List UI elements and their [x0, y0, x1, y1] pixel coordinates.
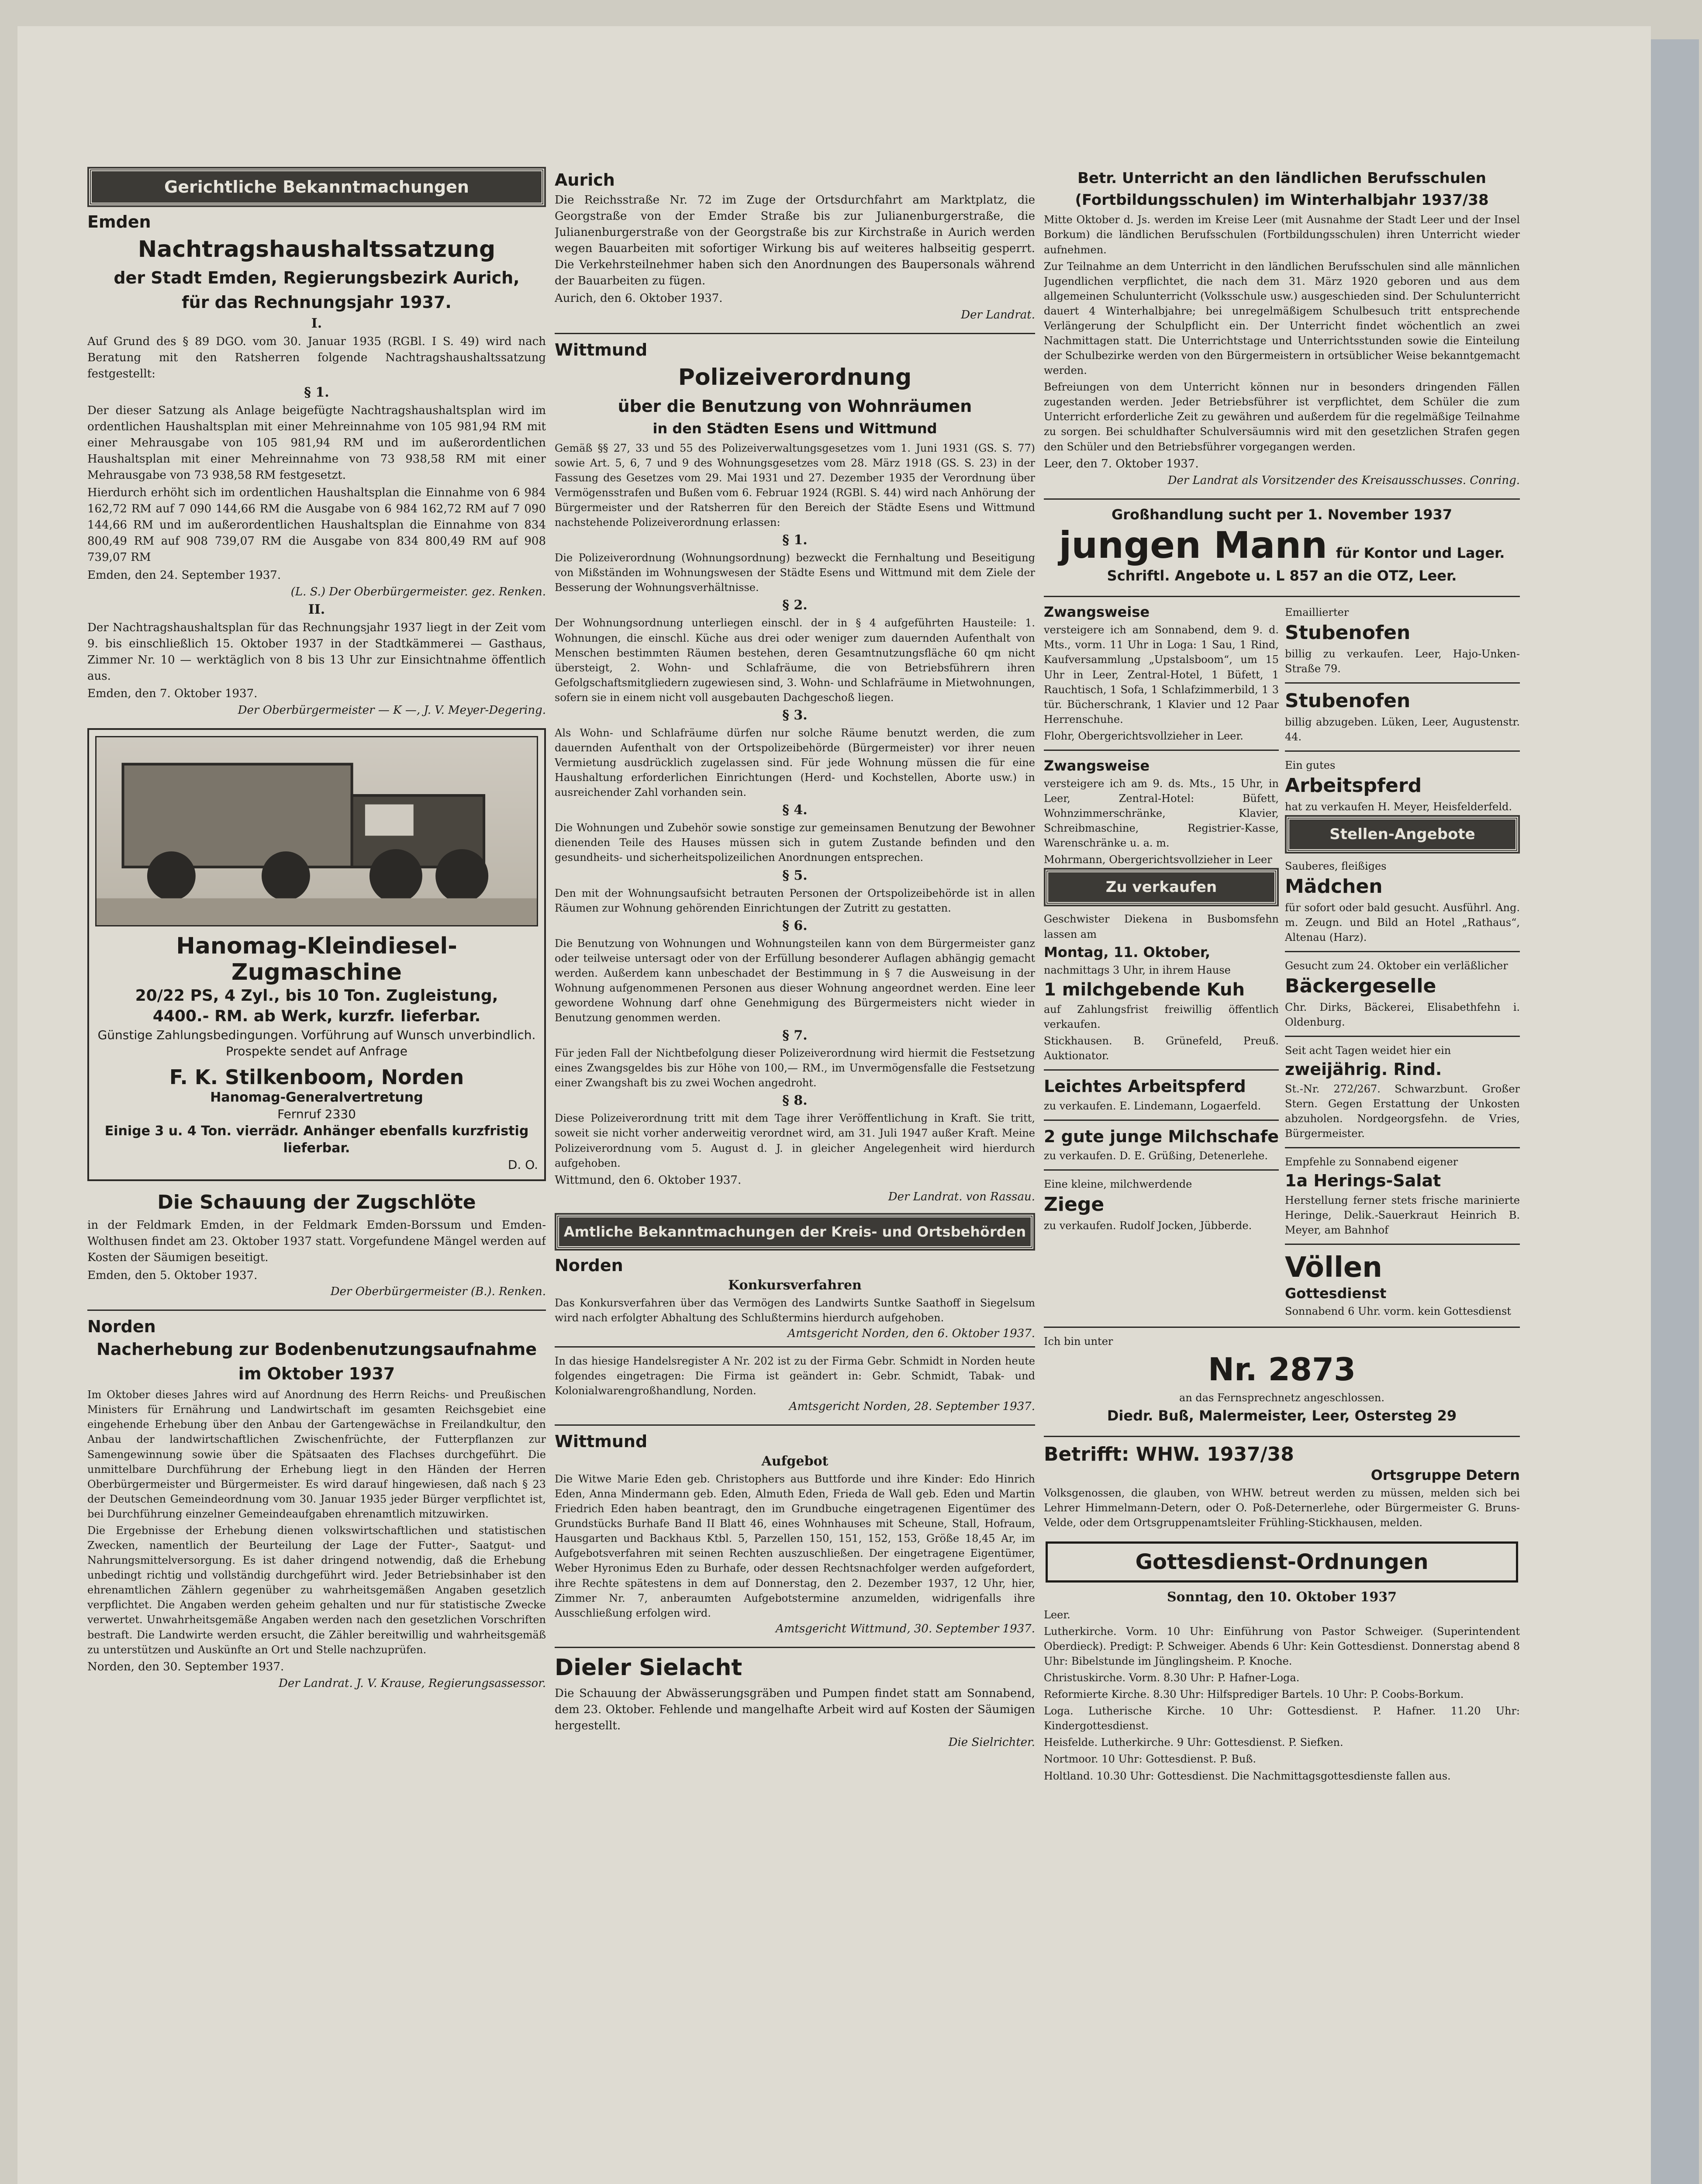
- notice-title: Die Schauung der Zugschlöte: [157, 1191, 476, 1213]
- ad-text: auf Zahlungsfrist freiwillig öffentlich verkaufen.: [1044, 1003, 1279, 1030]
- ad-headline: Nr. 2873: [1208, 1351, 1356, 1388]
- ad-text: Seit acht Tagen weidet hier ein: [1285, 1044, 1451, 1057]
- paragraph-number: § 8.: [782, 1093, 808, 1109]
- body-text: Gemäß §§ 27, 33 und 55 des Polizeiverwaltungsgesetzes vom 1. Juni 1931 (GS. S. 77) sowie Art. 5, 6, 7 und 9 des Wohnungsgesetzes vom 28. März 1918 (GS. S. 23) in der Fassung des Gesetzes vom 29. Mai 1931 und 27. Dezember 1935 der Verordnung über Vermögensstrafen und Bußen vom 6. Februar 1924 (RGBl. S. 44) wird nach Anhörung der Bürgermeister und der Ratsherren für den Bereich der Städte Esens und Wittmund nachstehende Polizeiverordnung erlassen:: [555, 442, 1035, 529]
- tractor-drawing: [97, 737, 537, 925]
- body-text: Volksgenossen, die glauben, von WHW. betreut werden zu müssen, melden sich bei Lehrer Himmelmann-Detern, oder O. Poß-Deternerlehe, oder Bürgermeister G. Bruns-Velde, oder dem Ortsgruppenamtsleiter Frühling-Stickhausen, melden.: [1044, 1486, 1520, 1529]
- date-line: Leer, den 7. Oktober 1937.: [1044, 457, 1199, 470]
- section-header-court: Gerichtliche Bekanntmachungen: [89, 169, 544, 205]
- notice-title: Polizeiverordnung: [678, 364, 912, 391]
- notice-title: Nachtragshaushaltssatzung: [138, 236, 496, 263]
- whw-notice: [1044, 1443, 1520, 1530]
- divider: [1044, 1169, 1279, 1171]
- ad-text: Geschwister Diekena in Busbomsfehn lassen am: [1044, 913, 1279, 940]
- ad-title: Hanomag-Kleindiesel-Zugmaschine: [176, 933, 457, 986]
- divider: [1285, 750, 1520, 752]
- body-text: Die Polizeiverordnung (Wohnungsordnung) bezweckt die Fernhaltung und Beseitigung von Mißständen im Wohnungswesen der Städte Esens und Wittmund mit dem Ziele der Besserung der Wohnungsverhältnisse.: [555, 552, 1035, 594]
- date-line: Norden, den 30. September 1937.: [87, 1660, 284, 1673]
- section-header-official: Amtliche Bekanntmachungen der Kreis- und Ortsbehörden: [556, 1215, 1033, 1249]
- paragraph-number: § 1.: [304, 384, 329, 400]
- ad-heading: Zwangsweise: [1044, 604, 1150, 621]
- place-heading: Norden: [555, 1255, 623, 1275]
- ad-text: nachmittags 3 Uhr, in ihrem Hause: [1044, 964, 1231, 976]
- ad-text: Herstellung ferner stets frische marinierte Heringe, Delik.-Sauerkraut Heinrich B. Meyer, am Bahnhof: [1285, 1194, 1520, 1237]
- section-header-sale: Zu verkaufen: [1046, 870, 1277, 905]
- body-text: Hierdurch erhöht sich im ordentlichen Haushaltsplan die Einnahme von 6 984 162,72 RM auf 7 090 144,66 RM die Ausgabe von 6 984 162,72 RM auf 7 090 144,66 RM und im außerordentlichen Haushaltsplan die Einnahme von 834 800,49 RM auf 908 739,07 RM die Ausgabe von 834 800,49 RM auf 908 739,07 RM: [87, 486, 546, 564]
- ad-headline: zweijährig. Rind.: [1285, 1060, 1442, 1079]
- paragraph-number: § 6.: [782, 918, 808, 933]
- ad-headline: 1a Herings-Salat: [1285, 1171, 1441, 1191]
- ad-signature: Flohr, Obergerichtsvollzieher in Leer.: [1044, 729, 1243, 742]
- section-header-jobs: Stellen-Angebote: [1287, 817, 1518, 852]
- notice-title: Nacherhebung zur Bodenbenutzungsaufnahme: [97, 1340, 537, 1359]
- notice-subtitle: für das Rechnungsjahr 1937.: [182, 292, 452, 312]
- wittmund-aufgebot: [555, 1432, 1035, 1635]
- divider: [1044, 1327, 1520, 1328]
- ad-text: für sofort oder bald gesucht. Ausführl. Ang. m. Zeugn. und Bild an Hotel „Rathaus“, Altenau (Harz).: [1285, 902, 1520, 944]
- date-line: Emden, den 7. Oktober 1937.: [87, 687, 258, 701]
- body-text: Für jeden Fall der Nichtbefolgung dieser Polizeiverordnung wird hiermit die Festsetzung eines Zwangsgeldes bis zur Höhe von 100,— RM., im Unvermögensfalle die Festsetzung einer Zwangshaft bis zu zwei Wochen angedroht.: [555, 1047, 1035, 1089]
- body-text: In das hiesige Handelsregister A Nr. 202 ist zu der Firma Gebr. Schmidt in Norden heute folgendes eingetragen: Die Firma ist geändert in: Gebr. Schmidt, Tabak- und Kolonialwarengroßhandlung, Norden.: [555, 1355, 1035, 1397]
- divider: [1044, 498, 1520, 500]
- roman-numeral: I.: [311, 316, 322, 332]
- divider: [555, 333, 1035, 334]
- body-text: Auf Grund des § 89 DGO. vom 30. Januar 1935 (RGBl. I S. 49) wird nach Beratung mit den Ratsherren folgende Nachtragshaushaltssatzung festgestellt:: [87, 335, 546, 380]
- job-ad: [1044, 506, 1520, 585]
- notice-title: im Oktober 1937: [238, 1364, 395, 1383]
- notice-heading: Aufgebot: [761, 1453, 829, 1469]
- ad-text: Ein gutes: [1285, 759, 1336, 772]
- ad-headline: Völlen: [1285, 1251, 1382, 1284]
- norden-survey-notice: [87, 1317, 546, 1690]
- divider: [1044, 596, 1520, 597]
- service-entry: Reformierte Kirche. 8.30 Uhr: Hilfsprediger Bartels. 10 Uhr: P. Coobs-Borkum.: [1044, 1688, 1464, 1701]
- signature: Der Landrat. von Rassau.: [888, 1190, 1035, 1203]
- ad-text: Chr. Dirks, Bäckerei, Elisabethfehn i. Oldenburg.: [1285, 1001, 1520, 1029]
- classified-right: [1285, 603, 1520, 1320]
- divider: [87, 1310, 546, 1311]
- divider: [1285, 951, 1520, 952]
- divider: [1044, 1120, 1279, 1121]
- divider: [555, 1647, 1035, 1648]
- norden-court-notices: [555, 1256, 1035, 1413]
- body-text: Zur Teilnahme an dem Unterricht in den ländlichen Berufsschulen sind alle männlichen Jugendlichen verpflichtet, die nach dem 31. März 1920 geboren und aus dem allgemeinen Schulunterricht (Volksschule usw.) ausgeschieden sind. Der Schulunterricht dauert 4 Winterhalbjahre; bei unregelmäßigem Schulbesuch tritt entsprechende Verlängerung der Schulpflicht ein. Der Unterricht findet wöchentlich an zwei Nachmittagen statt. Die Unterrichtstage und Unterrichtsstunden sowie die Einteilung der Schulbezirke werden von den Bürgermeistern in ortsüblicher Weise bekanntgemacht werden.: [1044, 260, 1520, 377]
- body-text: Der dieser Satzung als Anlage beigefügte Nachtragshaushaltsplan wird im ordentlichen Haushaltsplan mit einer Mehreinnahme von 105 981,94 RM mit einer Mehrausgabe von 105 981,94 RM und im außerordentlichen Haushaltsplan mit einer Mehreinnahme von 73 938,58 RM mit einer Mehrausgabe von 73 938,58 RM festgesetzt.: [87, 404, 546, 482]
- date-line: Emden, den 5. Oktober 1937.: [87, 1268, 258, 1282]
- place-heading: Aurich: [555, 170, 615, 190]
- ad-headline: Ziege: [1044, 1193, 1105, 1216]
- divider: [1044, 750, 1279, 751]
- service-entry: Lutherkirche. Vorm. 10 Uhr: Einführung von Pastor Schweiger. (Superintendent Oberdieck). Predigt: P. Schweiger. Abends 6 Uhr: Kein Gottesdienst. Donnerstag abend 8 Uhr: Bibelstunde im Jünglingsheim. P. Knoche.: [1044, 1625, 1520, 1667]
- notice-title: Dieler Sielacht: [555, 1654, 742, 1681]
- signature: Der Oberbürgermeister (B.). Renken.: [330, 1285, 546, 1299]
- ad-text: billig abzugeben. Lüken, Leer, Augustenstr. 44.: [1285, 716, 1520, 743]
- body-text: Den mit der Wohnungsaufsicht betrauten Personen der Ortspolizeibehörde ist in allen Räumen zur Wohnung gehörenden Einrichtungen der Zutritt zu gestatten.: [555, 887, 1035, 914]
- body-text: in der Feldmark Emden, in der Feldmark Emden-Borssum und Emden-Wolthusen findet am 23. Oktober 1937 statt. Vorgefundene Mängel werden auf Kosten der Säumigen beseitigt.: [87, 1218, 546, 1264]
- ad-line: Schriftl. Angebote u. L 857 an die OTZ, Leer.: [1107, 567, 1457, 584]
- paragraph-number: § 5.: [782, 867, 808, 883]
- ad-text: zu verkaufen. E. Lindemann, Logaerfeld.: [1044, 1099, 1261, 1112]
- ad-text: Empfehle zu Sonnabend eigener: [1285, 1156, 1458, 1168]
- ad-heading: Gottesdienst: [1285, 1285, 1387, 1302]
- ad-text: zu verkaufen. Rudolf Jocken, Jübberde.: [1044, 1220, 1252, 1232]
- ad-text: Gesucht zum 24. Oktober ein verläßlicher: [1285, 960, 1508, 972]
- body-text: Die Wohnungen und Zubehör sowie sonstige zur gemeinsamen Benutzung der Bewohner dienenden Teile des Hauses müssen sich in gutem Zustande befinden und den gesundheits- und sicherheitspolizeilichen Anordnungen entsprechen.: [555, 822, 1035, 864]
- place-heading: Emden: [87, 212, 151, 232]
- divider: [1044, 1069, 1279, 1071]
- services-date: Sonntag, den 10. Oktober 1937: [1167, 1589, 1397, 1605]
- notice-subtitle: in den Städten Esens und Wittmund: [652, 420, 937, 437]
- body-text: Die Ergebnisse der Erhebung dienen volkswirtschaftlichen und statistischen Zwecken, namentlich der Beurteilung der Lage der Futter-, Saatgut- und Nahrungsmittelversorgung. Es ist daher dringend notwendig, daß die Erhebung unbedingt richtig und vollständig durchgeführt wird. Jeder Betriebsinhaber ist den ehrenamtlichen Zählern gegenüber zu wahrheitsgemäßen Angaben gesetzlich verpflichtet. Die Angaben werden geheim gehalten und nur für statistische Zwecke verwertet. Unwahrheitsgemäße Angaben werden nach den gesetzlichen Vorschriften bestraft. Die Landwirte werden ersucht, die Zähler bereitwillig und wahrheitsgemäß zu unterstützen und Auskünfte an Ort und Stelle nachzuprüfen.: [87, 1524, 546, 1656]
- ad-text: zu verkaufen. D. E. Grüßing, Detenerlehe.: [1044, 1150, 1268, 1162]
- body-text: Mitte Oktober d. Js. werden im Kreise Leer (mit Ausnahme der Stadt Leer und der Insel Borkum) die ländlichen Berufsschulen (Fortbildungsschulen) ihren Unterricht wieder aufnehmen.: [1044, 214, 1520, 256]
- ad-headline: jungen Mann: [1059, 523, 1327, 567]
- emden-budget-notice: [87, 212, 546, 717]
- job-ad-row: [1044, 523, 1520, 567]
- body-text: Der Nachtragshaushaltsplan für das Rechnungsjahr 1937 liegt in der Zeit vom 9. bis einschließlich 15. Oktober 1937 in der Stadtkämmerei — Gasthaus, Zimmer Nr. 10 — werktäglich von 8 bis 13 Uhr zur Einsichtnahme öffentlich aus.: [87, 621, 546, 683]
- divider: [555, 1346, 1035, 1348]
- church-services: [1044, 1541, 1520, 1783]
- tractor-illustration: [95, 736, 538, 926]
- ad-company: F. K. Stilkenboom, Norden: [169, 1065, 464, 1089]
- wittmund-police-ordinance: [555, 340, 1035, 1203]
- classified-ads: [1044, 603, 1520, 1320]
- ad-signature: Mohrmann, Obergerichtsvollzieher in Leer: [1044, 854, 1272, 866]
- ad-signature: Stickhausen. B. Grünefeld, Preuß. Auktionator.: [1044, 1034, 1279, 1062]
- ad-text: Ich bin unter: [1044, 1335, 1113, 1348]
- column-3: [1044, 166, 1520, 2184]
- aurich-notice: [555, 170, 1035, 321]
- place-heading: Wittmund: [555, 1431, 648, 1451]
- notice-subtitle: der Stadt Emden, Regierungsbezirk Aurich,: [114, 268, 520, 288]
- notice-title: (Fortbildungsschulen) im Winterhalbjahr 1937/38: [1075, 191, 1489, 209]
- ad-text: Günstige Zahlungsbedingungen. Vorführung auf Wunsch unverbindlich. Prospekte sendet auf Anfrage: [97, 1027, 536, 1059]
- ad-text: billig zu verkaufen. Leer, Hajo-Unken-Straße 79.: [1285, 648, 1520, 675]
- body-text: Der Wohnungsordnung unterliegen einschl. der in § 4 aufgeführten Hausteile: 1. Wohnungen, die einschl. Küche aus drei oder weniger zum dauernden Aufenthalt von Menschen bestimmten Räumen bestehen, deren Gesamtnutzungsfläche 60 qm nicht übersteigt, 2. Wohn- und Schlafräume, die von Betriebsführern ihren Gefolgschaftsmitgliedern zugewiesen sind, 3. Wohn- und Schlafräume in Mietwohnungen, sofern sie in einem nicht voll ausgebauten Dachgeschoß liegen.: [555, 617, 1035, 704]
- paragraph-number: § 1.: [782, 532, 808, 548]
- ad-headline: 1 milchgebende Kuh: [1044, 979, 1245, 1000]
- date-line: Wittmund, den 6. Oktober 1937.: [555, 1173, 742, 1187]
- signature: Der Landrat.: [961, 308, 1035, 322]
- page-edge: [1651, 39, 1699, 2184]
- ad-text: Sauberes, fleißiges: [1285, 860, 1387, 873]
- ad-headline: Bäckergeselle: [1285, 975, 1436, 998]
- section-header-services: Gottesdienst-Ordnungen: [1046, 1541, 1518, 1583]
- notice-heading: Konkursverfahren: [728, 1277, 862, 1293]
- ad-company: Diedr. Buß, Malermeister, Leer, Ostersteg 29: [1107, 1407, 1457, 1424]
- divider: [555, 1424, 1035, 1426]
- ad-headline: Mädchen: [1285, 875, 1383, 898]
- ad-headline: Stubenofen: [1285, 622, 1411, 644]
- place-heading: Norden: [87, 1317, 156, 1337]
- body-text: Die Schauung der Abwässerungsgräben und Pumpen findet statt am Sonnabend, dem 23. Oktober. Fehlende und mangelhafte Arbeit wird auf Kosten der Säumigen hergestellt.: [555, 1687, 1035, 1732]
- divider: [1285, 682, 1520, 684]
- service-entry: Nortmoor. 10 Uhr: Gottesdienst. P. Buß.: [1044, 1753, 1256, 1766]
- divider: [1285, 1036, 1520, 1037]
- ad-text: St.-Nr. 272/267. Schwarzbunt. Großer Stern. Gegen Erstattung der Unkosten abzuholen. Nordgeorgsfehn. de Vries, Bürgermeister.: [1285, 1083, 1520, 1140]
- paragraph-number: § 2.: [782, 598, 808, 613]
- column-2: [555, 166, 1035, 2184]
- sielacht-notice: [555, 1654, 1035, 1749]
- paragraph-number: § 4.: [782, 802, 808, 818]
- signature: Die Sielrichter.: [948, 1735, 1035, 1749]
- notice-title: Betr. Unterricht an den ländlichen Berufsschulen: [1077, 169, 1486, 187]
- body-text: Als Wohn- und Schlafräume dürfen nur solche Räume benutzt werden, die zum dauernden Aufenthalt von der Ortspolizeibehörde (Bürgermeister) vor ihrer neuen Vermietung ausdrücklich zugelassen sind. Für jede Wohnung müssen die für eine Haushaltung erforderlichen Einrichtungen (Herd- und Kochstellen, Aborte usw.) in ausreichender Zahl vorhanden sein.: [555, 726, 1035, 799]
- column-1: [87, 166, 546, 2184]
- ad-line: Einige 3 u. 4 Ton. vierrädr. Anhänger ebenfalls kurzfristig lieferbar.: [104, 1123, 529, 1156]
- paragraph-number: § 3.: [782, 707, 808, 723]
- ad-text: hat zu verkaufen H. Meyer, Heisfelderfeld.: [1285, 801, 1512, 813]
- signature: Amtsgericht Wittmund, 30. September 1937.: [776, 1622, 1035, 1635]
- body-text: Die Benutzung von Wohnungen und Wohnungsteilen kann von dem Bürgermeister ganz oder teilweise untersagt oder von der Erfüllung besonderer Auflagen abhängig gemacht werden. Außerdem kann unbeschadet der Bestimmung in § 7 die Ausweisung in der Wohnung aufgenommenen Personen aus dieser Wohnung angeordnet werden. Eine leer gewordene Wohnung darf ohne Genehmigung des Bürgermeisters nicht wieder in Benutzung genommen werden.: [555, 937, 1035, 1024]
- date-line: Emden, den 24. September 1937.: [87, 568, 281, 582]
- signature: Der Landrat. J. V. Krause, Regierungsassessor.: [278, 1676, 546, 1690]
- body-text: Die Reichsstraße Nr. 72 im Zuge der Ortsdurchfahrt am Marktplatz, die Georgstraße von der Emder Straße bis zur Julianenburgerstraße, die Julianenburgerstraße von der Georgstraße bis zur Kirchstraße in Aurich werden wegen Bauarbeiten mit sofortiger Wirkung bis auf weiteres halbseitig gesperrt. Die Verkehrsteilnehmer haben sich den Anordnungen des Baupersonals während der Bauarbeiten zu fügen.: [555, 194, 1035, 287]
- divider: [1285, 1147, 1520, 1148]
- classified-left: [1044, 603, 1279, 1320]
- school-notice: [1044, 169, 1520, 487]
- body-text: Befreiungen von dem Unterricht können nur in besonders dringenden Fällen zugestanden werden. Jeder Betriebsführer ist verpflichtet, dem Schüler die zum Unterricht erforderliche Zeit zu gewähren und außerdem für die regelmäßige Teilnahme zu sorgen. Bei schuldhafter Schulversäumnis wird mit den gesetzlichen Strafen gegen den Schüler und den Betriebsführer vorgegangen werden.: [1044, 381, 1520, 453]
- schau-notice: [87, 1190, 546, 1299]
- ad-headline: Stubenofen: [1285, 690, 1411, 712]
- ad-heading: Zwangsweise: [1044, 757, 1150, 774]
- notice-title: Betrifft: WHW. 1937/38: [1044, 1443, 1294, 1465]
- services-place: Leer.: [1044, 1608, 1070, 1621]
- ad-text: Eine kleine, milchwerdende: [1044, 1178, 1192, 1191]
- signature: (L. S.) Der Oberbürgermeister. gez. Renken.: [290, 585, 546, 598]
- roman-numeral: II.: [308, 601, 325, 617]
- ad-phone: Fernruf 2330: [277, 1107, 356, 1122]
- ad-code: D. O.: [507, 1157, 538, 1172]
- service-entry: Loga. Lutherische Kirche. 10 Uhr: Gottesdienst. P. Hafner. 11.20 Uhr: Kindergottesdienst.: [1044, 1705, 1520, 1732]
- signature: Der Oberbürgermeister — K —, J. V. Meyer-Degering.: [238, 704, 546, 717]
- ad-headline: Montag, 11. Oktober,: [1044, 943, 1211, 961]
- ad-subtitle: Hanomag-Generalvertretung: [210, 1090, 423, 1106]
- body-text: Diese Polizeiverordnung tritt mit dem Tage ihrer Veröffentlichung in Kraft. Sie tritt, soweit sie nicht vorher anderweitig verordnet wird, am 31. Juli 1947 außer Kraft. Meine Polizeiverordnung vom 5. August d. J. in gleicher Angelegenheit wird hierdurch aufgehoben.: [555, 1112, 1035, 1169]
- ad-text: Sonnabend 6 Uhr. vorm. kein Gottesdienst: [1285, 1305, 1511, 1318]
- notice-subtitle: über die Benutzung von Wohnräumen: [618, 396, 972, 416]
- ad-headline: Leichtes Arbeitspferd: [1044, 1076, 1246, 1096]
- ad-line: 20/22 PS, 4 Zyl., bis 10 Ton. Zugleistung,: [135, 986, 498, 1005]
- body-text: Die Witwe Marie Eden geb. Christophers aus Buttforde und ihre Kinder: Edo Hinrich Eden, Anna Mindermann geb. Eden, Almuth Eden, Frieda de Wall geb. Eden und Martin Friedrich Eden haben beantragt, den im Grundbuche eingetragenen Eigentümer des Grundstücks Burhafe Band II Blatt 46, eines Wohnhauses mit Scheune, Stall, Hofraum, Hausgarten und Backhaus Ktbl. 5, Parzellen 150, 151, 152, 153, Größe 18,45 Ar, im Aufgebotsverfahren mit seinen Rechten auszuschließen. Der eingetragene Eigentümer, Weber Hyronimus Eden zu Burhafe, oder dessen Rechtsnachfolger werden aufgefordert, ihre Rechte spätestens in dem auf Donnerstag, den 2. Dezember 1937, 12 Uhr, hier, Zimmer Nr. 7, anberaumten Aufgebotstermine anzumelden, widrigenfalls ihre Ausschließung erfolgen wird.: [555, 1472, 1035, 1619]
- ad-text: versteigere ich am Sonnabend, dem 9. d. Mts., vorm. 11 Uhr in Loga: 1 Sau, 1 Rind, Kaufversammlung „Upstalsboom“, um 15 Uhr in Leer, Zentral-Hotel, 1 Büfett, 1 Rauchtisch, 1 Sofa, 1 Schlafzimmerbild, 1 3 tür. Bücherschrank, 1 Klavier und 12 Paar Herrenschuhe.: [1044, 624, 1279, 726]
- hanomag-advertisement: [87, 728, 546, 1181]
- phone-ad: [1044, 1334, 1520, 1424]
- ad-headline: 2 gute junge Milchschafe: [1044, 1127, 1279, 1146]
- notice-subtitle: Ortsgruppe Detern: [1371, 1466, 1520, 1483]
- paragraph-number: § 7.: [782, 1028, 808, 1044]
- signature: Amtsgericht Norden, 28. September 1937.: [789, 1400, 1035, 1413]
- ad-line: 4400.- RM. ab Werk, kurzfr. lieferbar.: [152, 1007, 481, 1025]
- date-line: Aurich, den 6. Oktober 1937.: [555, 292, 723, 305]
- divider: [1044, 1436, 1520, 1437]
- ad-text: an das Fernsprechnetz angeschlossen.: [1179, 1391, 1384, 1404]
- divider: [1285, 1244, 1520, 1245]
- signature: Amtsgericht Norden, den 6. Oktober 1937.: [787, 1327, 1035, 1340]
- body-text: Das Konkursverfahren über das Vermögen des Landwirts Suntke Saathoff in Siegelsum wird nach erfolgter Abhaltung des Schlußtermins hierdurch aufgehoben.: [555, 1296, 1035, 1324]
- service-entry: Christuskirche. Vorm. 8.30 Uhr: P. Hafner-Loga.: [1044, 1672, 1300, 1684]
- signature: Der Landrat als Vorsitzender des Kreisausschusses. Conring.: [1167, 473, 1520, 487]
- ad-line: für Kontor und Lager.: [1336, 544, 1505, 561]
- service-entry: Heisfelde. Lutherkirche. 9 Uhr: Gottesdienst. P. Siefken.: [1044, 1736, 1343, 1749]
- ad-text: Emaillierter: [1285, 606, 1349, 619]
- place-heading: Wittmund: [555, 340, 648, 360]
- service-entry: Holtland. 10.30 Uhr: Gottesdienst. Die Nachmittagsgottesdienste fallen aus.: [1044, 1769, 1451, 1782]
- ad-headline: Arbeitspferd: [1285, 774, 1422, 797]
- body-text: Im Oktober dieses Jahres wird auf Anordnung des Herrn Reichs- und Preußischen Ministers für Ernährung und Landwirtschaft im gesamten Reichsgebiet eine eingehende Erhebung über den Anbau der Gartengewächse in Freilandkultur, den Anbau der landwirtschaftlichen Zwischenfrüchte, der Futterpflanzen zur Samengewinnung sowie über die Spätsaaten des Flachses durchgeführt. Die unmittelbare Durchführung der Erhebung liegt in den Händen der Herren Oberbürgermeister und Bürgermeister. Es wird darauf hingewiesen, daß nach § 23 der Deutschen Gemeindeordnung vom 30. Januar 1935 jeder Bürger verpflichtet ist, bei Durchführung einzelner Gemeindeaufgaben ehrenamtlich mitzuwirken.: [87, 1389, 546, 1520]
- ad-line: Großhandlung sucht per 1. November 1937: [1111, 506, 1453, 523]
- ad-text: versteigere ich am 9. ds. Mts., 15 Uhr, in Leer, Zentral-Hotel: Büfett, Wohnzimmerschränke, Klavier, Schreibmaschine, Registrier-Kasse, Warenschränke u. a. m.: [1044, 777, 1279, 850]
